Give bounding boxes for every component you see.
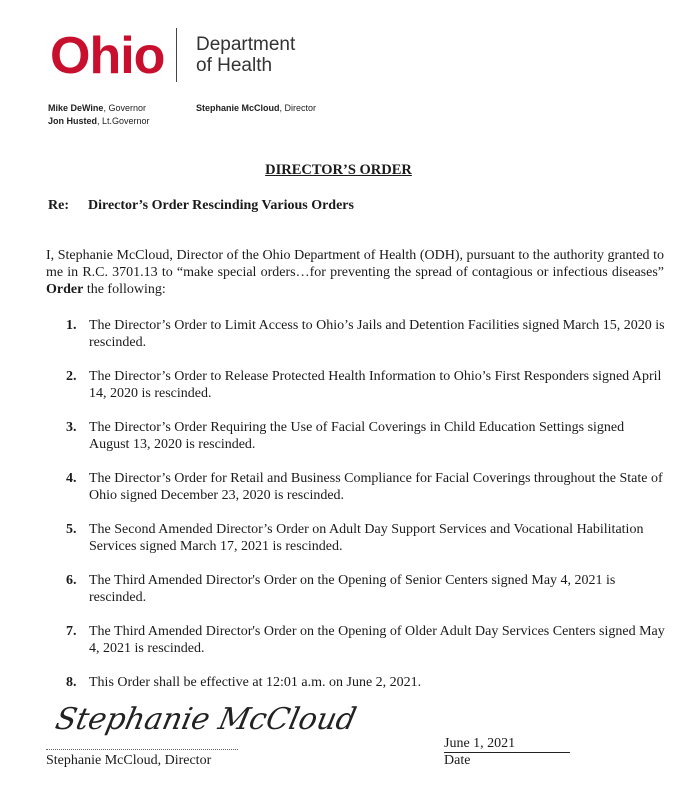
order-number: 2. (66, 369, 77, 384)
order-text: The Second Amended Director’s Order on Adult Day Support Services and Vocational Habilitation Services signed March 17, 2021 is rescinded. (89, 522, 644, 554)
department-name (196, 34, 295, 76)
governor-block (48, 102, 150, 128)
intro-text-2: the following: (83, 282, 166, 297)
order-number: 3. (66, 420, 77, 435)
signed-date: June 1, 2021 (444, 736, 570, 753)
order-number: 6. (66, 573, 77, 588)
governor-name: Mike DeWine (48, 103, 104, 113)
ohio-logo: Ohio (50, 27, 165, 85)
document-title: DIRECTOR’S ORDER (265, 162, 412, 178)
order-item (46, 674, 666, 691)
order-text: The Director’s Order for Retail and Business Compliance for Facial Coverings throughout the State of Ohio signed December 23, 2020 is rescinded. (89, 471, 663, 503)
director-title: , Director (279, 103, 317, 113)
order-list (46, 317, 666, 691)
lt-governor-title: , Lt.Governor (97, 116, 150, 126)
order-item (46, 572, 666, 606)
lt-governor-name: Jon Husted (48, 116, 98, 126)
order-number: 4. (66, 471, 77, 486)
signature-line (46, 749, 238, 750)
order-item (46, 368, 666, 402)
order-item (46, 419, 666, 453)
governor-title: , Governor (103, 103, 146, 113)
order-text: The Director’s Order to Limit Access to Ohio’s Jails and Detention Facilities signed March 15, 2020 is rescinded. (89, 318, 665, 350)
order-item (46, 521, 666, 555)
handwritten-signature: Stephanie McCloud (52, 702, 360, 737)
order-text: This Order shall be effective at 12:01 a.m. on June 2, 2021. (89, 675, 422, 690)
intro-order-word: Order (46, 282, 84, 297)
governor-line (48, 102, 150, 115)
order-number: 5. (66, 522, 77, 537)
order-text: The Third Amended Director's Order on the Opening of Older Adult Day Services Centers signed May 4, 2021 is rescinded. (89, 624, 665, 656)
order-number: 8. (66, 675, 77, 690)
signature-block (46, 702, 646, 782)
department-line-2: of Health (196, 55, 273, 76)
re-subject: Director’s Order Rescinding Various Orders (88, 198, 354, 213)
director-name: Stephanie McCloud (196, 103, 280, 113)
department-line-1: Department (196, 34, 296, 55)
order-text: The Director’s Order to Release Protected Health Information to Ohio’s First Responders signed April 14, 2020 is rescinded. (89, 369, 662, 401)
letterhead (48, 22, 348, 84)
re-label: Re: (48, 198, 69, 213)
date-label: Date (444, 753, 471, 768)
order-text: The Director’s Order Requiring the Use of Facial Coverings in Child Education Settings signed August 13, 2020 is rescinded. (89, 420, 625, 452)
signer-name: Stephanie McCloud, Director (46, 753, 212, 768)
intro-paragraph (46, 247, 664, 298)
re-line (48, 198, 354, 214)
order-text: The Third Amended Director's Order on the Opening of Senior Centers signed May 4, 2021 is rescinded. (89, 573, 616, 605)
intro-text-1: I, Stephanie McCloud, Director of the Ohio Department of Health (ODH), pursuant to the authority granted to me in R.C. 3701.13 to “make special orders…for preventing the spread of contagious or infectious diseases” (46, 248, 664, 280)
order-number: 7. (66, 624, 77, 639)
director-block (196, 102, 316, 115)
lt-governor-line (48, 115, 150, 128)
order-item (46, 470, 666, 504)
logo-divider (176, 28, 177, 82)
order-number: 1. (66, 318, 77, 333)
order-item (46, 623, 666, 657)
order-item (46, 317, 666, 351)
